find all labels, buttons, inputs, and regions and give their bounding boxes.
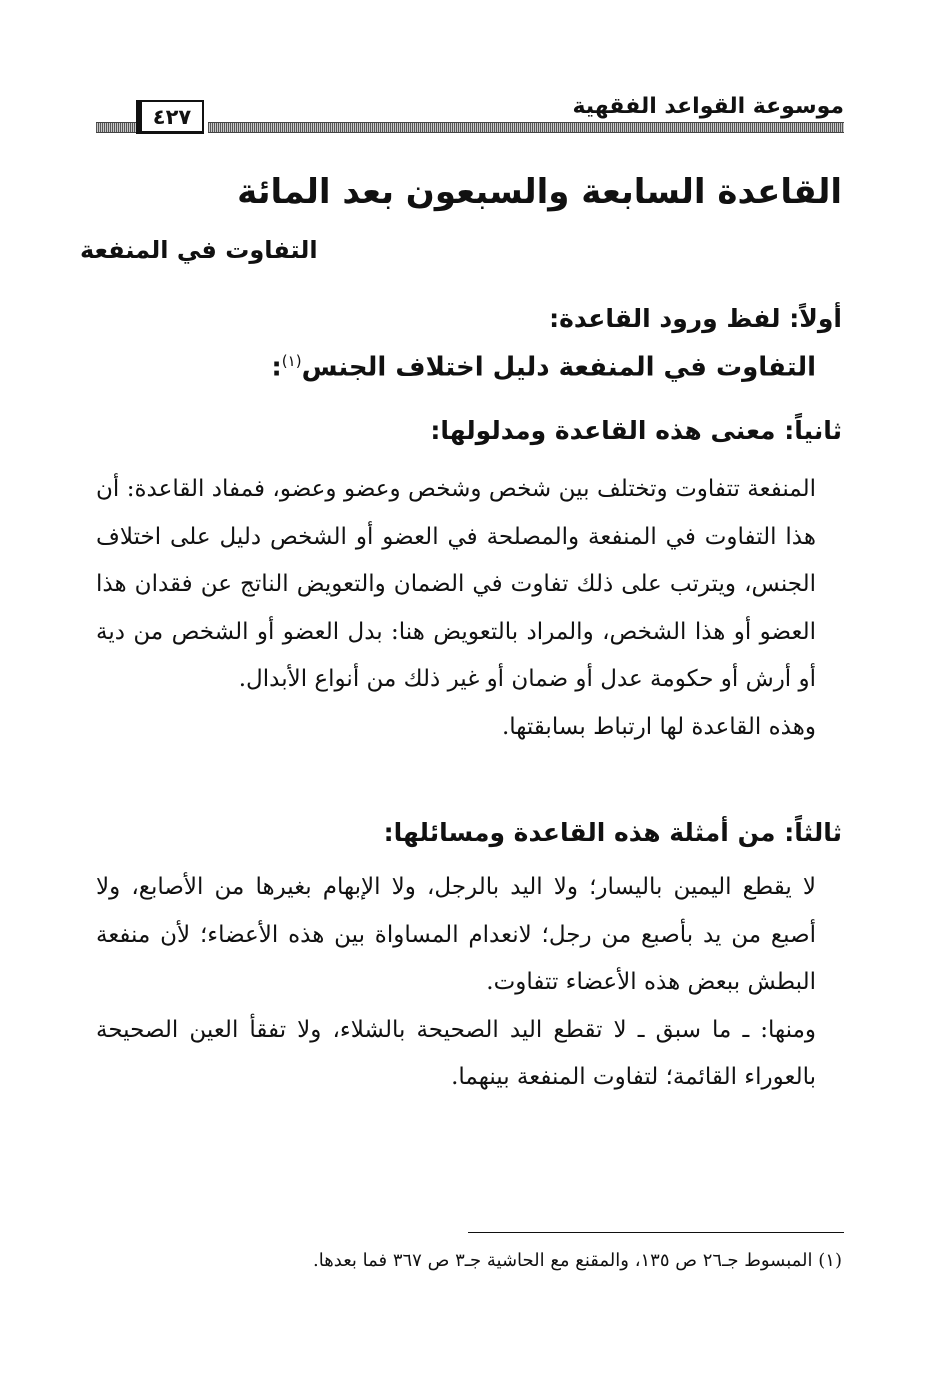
section-1-heading: أولاً: لفظ ورود القاعدة: <box>549 304 842 333</box>
paragraph: المنفعة تتفاوت وتختلف بين شخص وشخص وعضو وعضو، فمفاد القاعدة: أن هذا التفاوت في المنفعة والمصلحة في العضو أو الشخص دليل على اختلاف الجنس، ويترتب على ذلك تفاوت في الضمان والتعويض الناتج عن فقدان هذا العضو أو هذا الشخص، والمراد بالتعويض هنا: بدل العضو أو الشخص من دية أو أرش أو حكومة عدل أو ضمان أو غير ذلك من أنواع الأبدال. <box>96 476 816 692</box>
section-2-body <box>96 466 816 751</box>
subtitle: التفاوت في المنفعة <box>80 236 318 264</box>
rule-statement: التفاوت في المنفعة دليل اختلاف الجنس$^{(١)}$: <box>271 352 816 383</box>
paragraph: لا يقطع اليمين باليسار؛ ولا اليد بالرجل، ولا الإبهام بغيرها من الأصابع، ولا أصبع من يد بأصبع من رجل؛ لانعدام المساواة بين هذه الأعضاء؛ لأن منفعة البطش ببعض هذه الأعضاء تتفاوت. <box>96 874 816 995</box>
section-3-body <box>96 864 816 1102</box>
header-title: موسوعة القواعد الفقهية <box>572 94 844 119</box>
main-title: القاعدة السابعة والسبعون بعد المائة <box>237 172 842 212</box>
rule-statement-text: التفاوت في المنفعة دليل اختلاف الجنس <box>301 352 816 383</box>
running-header <box>96 88 844 140</box>
section-3-heading: ثالثاً: من أمثلة هذه القاعدة ومسائلها: <box>383 818 842 847</box>
footnote-separator <box>468 1232 844 1233</box>
header-rule <box>208 122 844 133</box>
footnote: (١) المبسوط جـ٢٦ ص ١٣٥، والمقنع مع الحاشية جـ٣ ص ٣٦٧ فما بعدها. <box>313 1250 842 1271</box>
footnote-ref: (١) <box>281 352 302 370</box>
section-2-heading: ثانياً: معنى هذه القاعدة ومدلولها: <box>430 416 842 445</box>
paragraph: وهذه القاعدة لها ارتباط بسابقتها. <box>501 713 816 740</box>
paragraph: ومنها: ـ ما سبق ـ لا تقطع اليد الصحيحة بالشلاء، ولا تفقأ العين الصحيحة بالعوراء القائمة؛ لتفاوت المنفعة بينهما. <box>96 1016 816 1090</box>
header-rule-left <box>96 122 136 133</box>
page-number: ٤٢٧ <box>136 100 204 134</box>
